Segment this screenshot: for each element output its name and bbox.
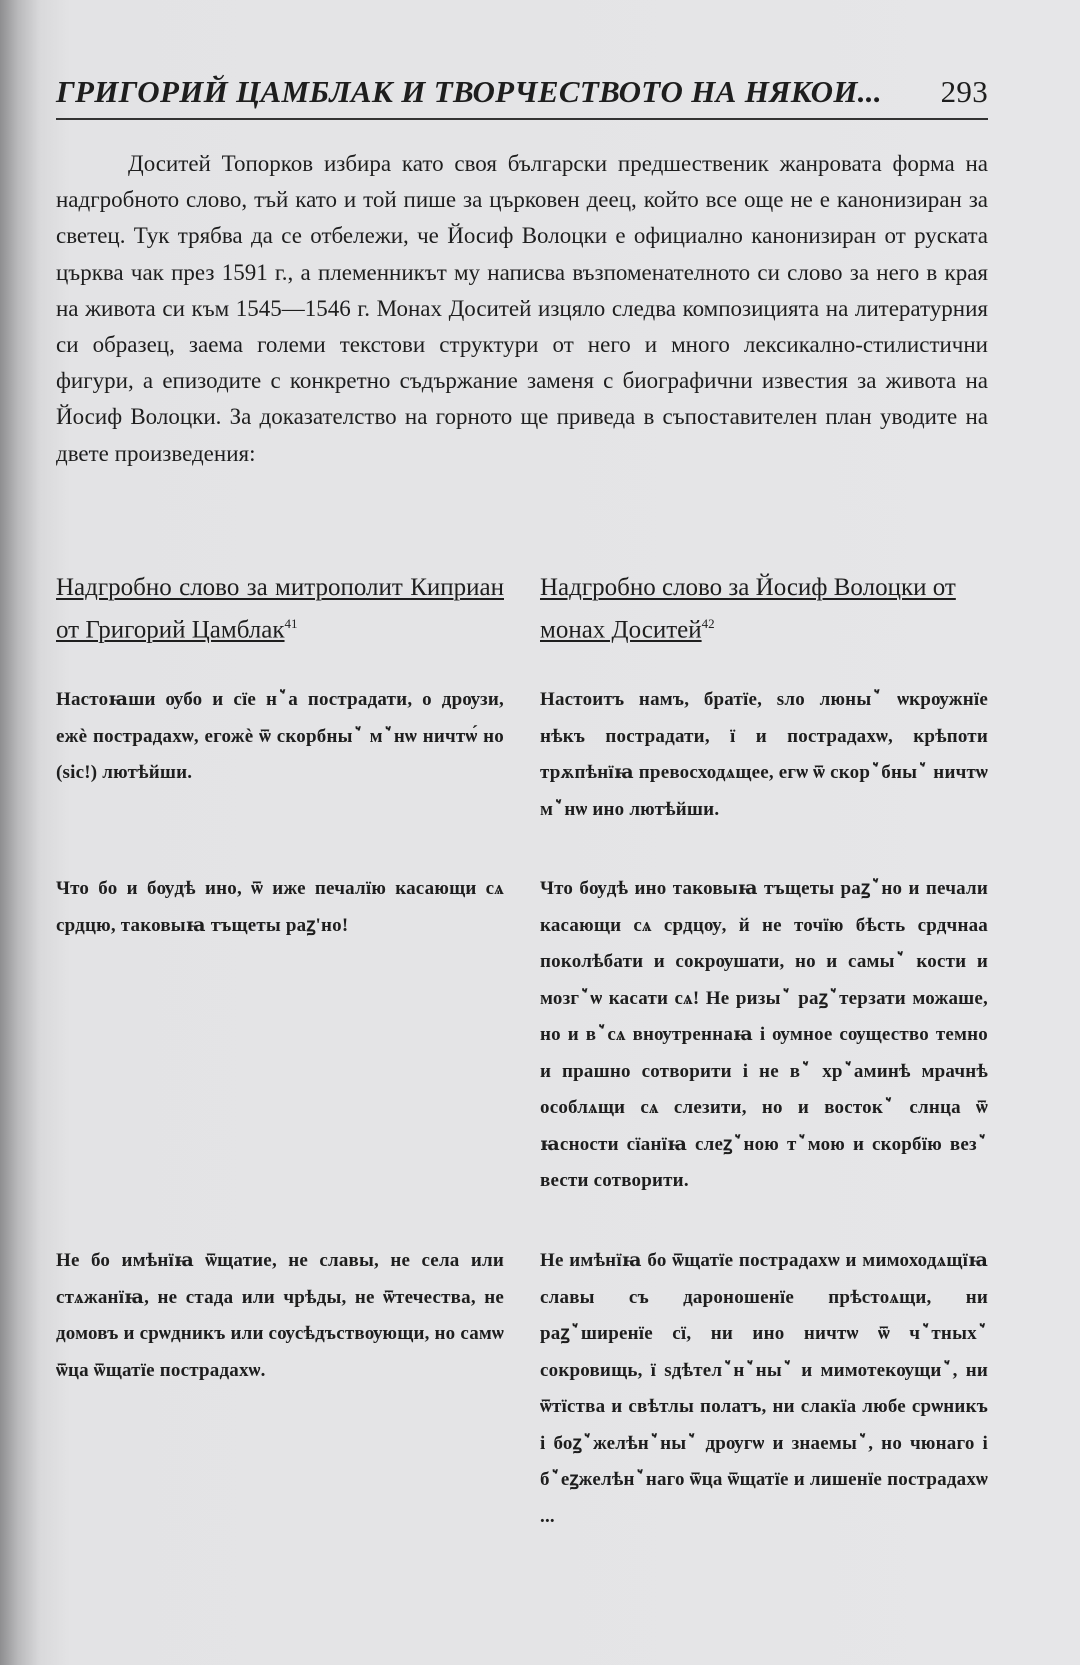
left-passage-2: Что бо и бѹдѣ ино, ѿ иже печалїю касающи сѧ срдцю, таковыꙗ тъщеты раꙁ'но! (56, 878, 504, 936)
page-number: 293 (940, 74, 988, 109)
left-heading-text: Надгробно слово за митрополит Киприан от Григорий Цамблак (56, 574, 504, 644)
running-header (56, 74, 988, 110)
footnote-ref-41[interactable]: 41 (284, 616, 298, 631)
intro-paragraph: Доситей Топорков избира като своя български предшественик жанровата форма на надгробното слово, тъй като и той пише за църковен деец, който все още не е канонизиран за светец. Тук трябва да се отбележи, че Йосиф Волоцки е официално канонизиран от руската църква чак през 1591 г., а племенникът му написва възпоменателното си слово за него в края на живота си към 1545—1546 г. Монах Доситей изцяло следва композицията на литературния си образец, заема големи текстови структури от него и много лексикално-стилистични фигури, а епизодите с конкретно съдържание заменя с биографични известия за живота на Йосиф Волоцки. За доказателство на горното ще приведа в съпоставителен план уводите на двете произведения: (56, 151, 988, 466)
footnote-ref-42[interactable]: 42 (701, 616, 715, 631)
left-passage-3: Не бо имѣнїꙗ ѿщатие, не славы, не села или стѧжанїꙗ, не стада или чрѣды, не ѿтечества, не домовъ и срѡдникъ или сѹсѣдъствѹющи, но самѡ ѿца ѿщатїе пострадахѡ. (56, 1250, 504, 1381)
left-column-heading (56, 570, 504, 648)
right-passage-3: Не имѣнїꙗ бо ѿщатїе пострадахѡ и мимоходѧщїꙗ славы съ дароношенїе прѣстоѧщи, ни раꙁꙿширенїе сї, ни ино ничтѡ ѿ чꙿтныхꙿ сокровищь, ї ѕдѣтелꙿнꙿныꙿ и мимотекѹщиꙿ, ни ѿтїства и свѣтлы полатъ, ни слакїа любе срѡникъ і боꙁꙿжелѣнꙿныꙿ дрѹгѡ и знаемыꙿ, но чюнаго і бꙿеꙁжелѣнꙿнаго ѿца ѿщатїе и лишенїе пострадахѡ ... (540, 1250, 988, 1527)
right-passage-2: Что бѹдѣ ино таковыꙗ тъщеты раꙁꙿно и печали касающи сѧ срдцѹ, й не точїю бѣсть срдчнаа поколѣбати и сокрѹшати, но и самыꙿ кости и мозгꙿѡ касати сѧ! Не ризыꙿ раꙁꙿтерзати можаше, но и вꙿсѧ внѹтреннаꙗ і ѹмное сѹщество темно и прашно сотворити і не вꙿ хрꙿаминѣ мрачнѣ особлѧщи сѧ слезити, но и востокꙿ слнца ѿ ꙗсности сїанїꙗ слеꙁꙿною тꙿмою и скорбїю везꙿ вести сотворити. (540, 878, 988, 1191)
header-rule (56, 118, 988, 120)
right-passage-1: Настоитъ намъ, братїе, ѕло люныꙿ ѡкрѹжнїе нѣкъ пострадати, ї и пострадахѡ, крѣпоти трѫпѣнїꙗ превосходѧщее, егѡ ѿ скорꙿбныꙿ ничтѡ мꙿнѡ ино лютѣйши. (540, 689, 988, 820)
left-passage-1: Настоꙗши ѹбо и сїе нꙿа пострадати, о дрѹзи, ежѐ пострадахѡ, егожѐ ѿ скорбныꙿ мꙿнѡ ничтѡ́ но (sic!) лютѣйши. (56, 689, 504, 783)
running-title: ГРИГОРИЙ ЦАМБЛАК И ТВОРЧЕСТВОТО НА НЯКОИ... (56, 74, 882, 109)
right-heading-text: Надгробно слово за Йосиф Волоцки от монах Доситей (540, 574, 956, 644)
right-column-heading (540, 570, 988, 648)
